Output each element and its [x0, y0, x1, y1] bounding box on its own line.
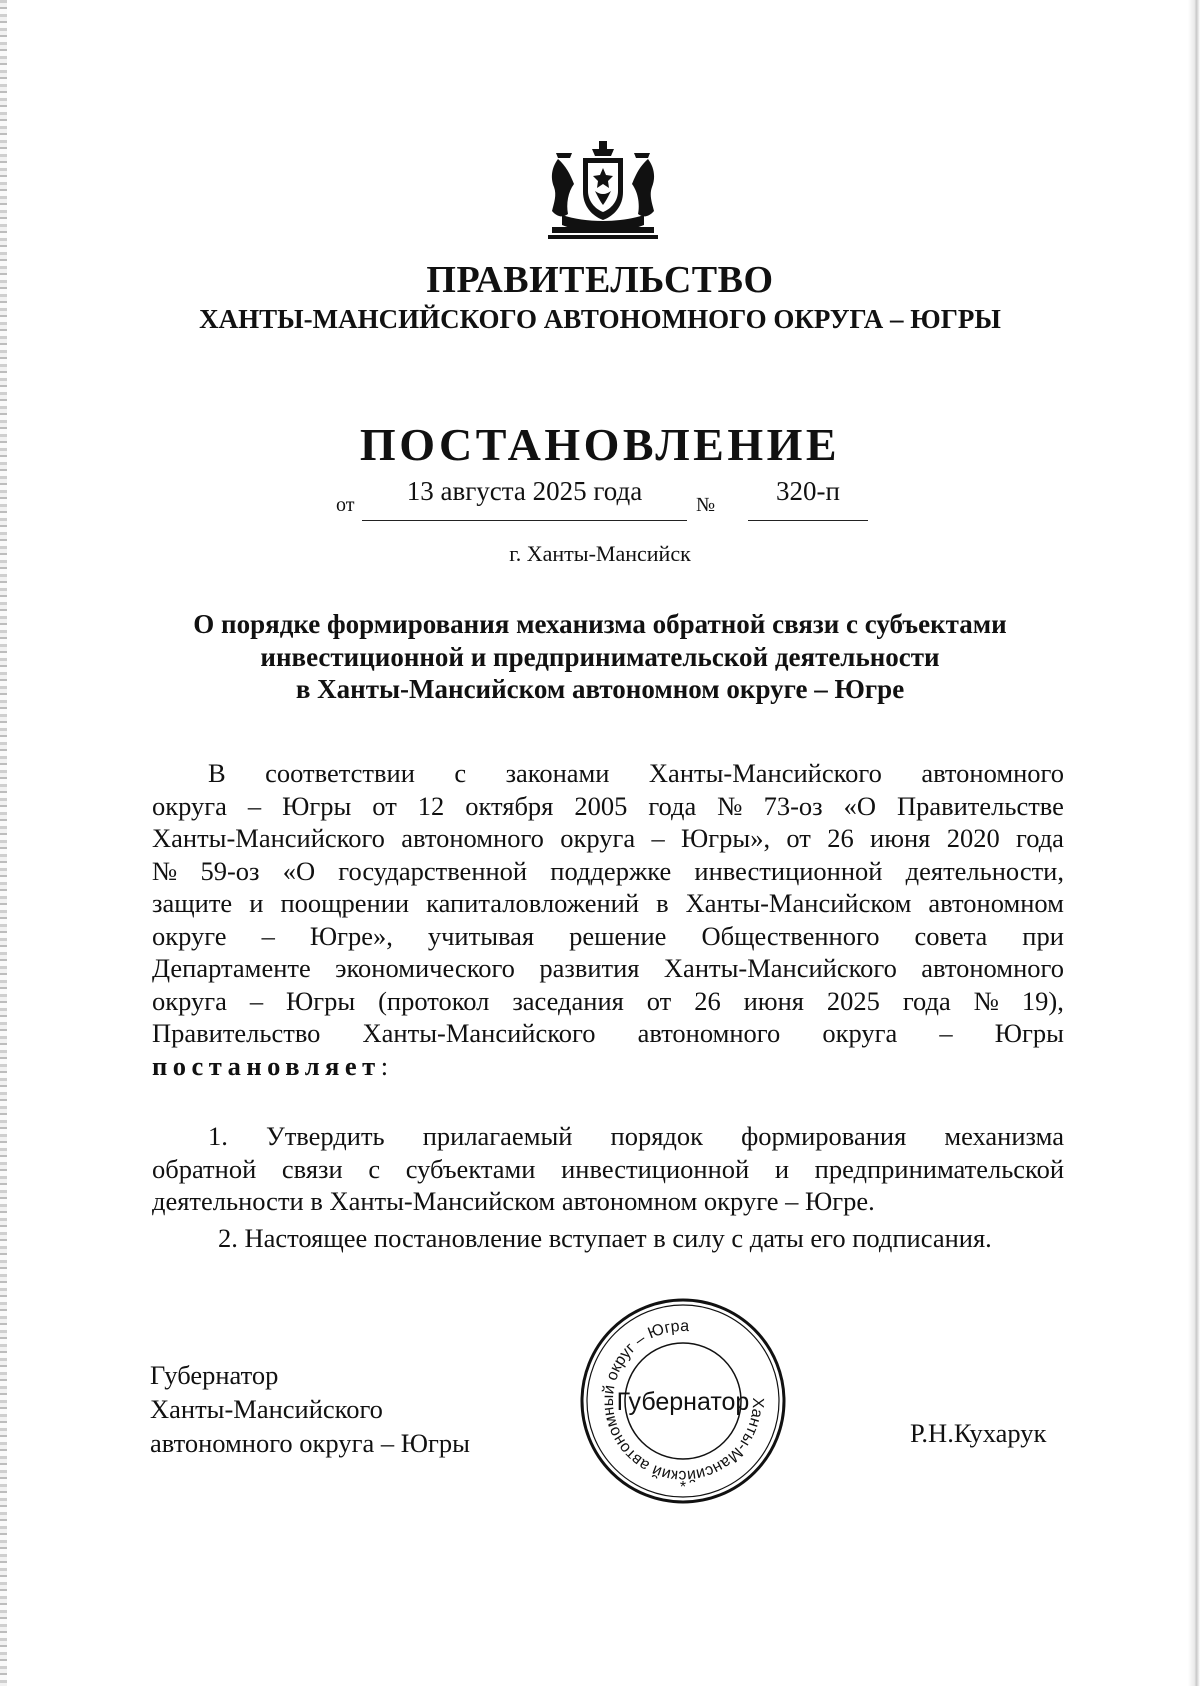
signer-position-line: Губернатор — [150, 1360, 279, 1390]
word: Общественного — [701, 920, 880, 951]
word: 2005 — [574, 790, 628, 821]
heading-line: в Ханты-Мансийском автономном округе – Югре — [295, 674, 905, 704]
word: и — [249, 888, 264, 918]
word: механизма — [944, 1121, 1064, 1151]
word: года — [1016, 823, 1064, 853]
word: «О — [282, 855, 316, 886]
word: 2025 — [826, 985, 880, 1016]
decree-word: постановляет — [152, 1050, 381, 1081]
word: 26 — [827, 823, 854, 853]
word: и — [774, 1153, 790, 1184]
preamble-line — [152, 822, 1064, 855]
document-type: ПОСТАНОВЛЕНИЕ — [359, 419, 841, 470]
city: г. Ханты-Мансийск — [509, 541, 691, 566]
word: законами — [505, 758, 610, 788]
number-label: № — [696, 494, 716, 516]
word: № — [717, 790, 743, 821]
decree-line — [152, 1050, 1064, 1083]
word: автономного — [637, 1018, 781, 1048]
scan-edge-left — [0, 0, 7, 1686]
preamble-line — [152, 790, 1064, 823]
item-2 — [152, 1222, 1064, 1255]
seal-center-text: Губернатор — [616, 1388, 750, 1416]
word: округа — [152, 985, 227, 1016]
word: 73-оз — [763, 790, 823, 821]
word: с — [454, 758, 467, 788]
word: формирования — [741, 1121, 907, 1151]
word: округа — [822, 1018, 898, 1048]
word: автономного — [401, 823, 544, 853]
item-1 — [152, 1120, 1064, 1218]
signer-position — [150, 1358, 470, 1460]
word: капиталовложений — [426, 888, 640, 918]
word: Югры», — [681, 823, 771, 853]
preamble-line — [152, 757, 1064, 790]
government-title: ПРАВИТЕЛЬСТВО — [426, 259, 774, 301]
word: – — [939, 1018, 953, 1048]
word: 26 — [694, 985, 721, 1016]
word: инвестиционной — [561, 1153, 750, 1184]
word: 12 — [417, 790, 445, 821]
official-seal — [578, 1296, 788, 1506]
date-underline — [362, 520, 687, 521]
word: субъектами — [405, 1153, 536, 1184]
word: деятельности, — [905, 855, 1064, 886]
word: обратной — [152, 1153, 257, 1184]
signer-position-line: автономного округа – Югры — [150, 1428, 470, 1458]
word: связи — [281, 1153, 343, 1184]
word: Ханты-Мансийского — [648, 758, 882, 788]
word: порядок — [610, 1121, 703, 1151]
preamble-line — [152, 920, 1064, 953]
word: года — [648, 790, 697, 821]
word: округа — [560, 823, 636, 853]
word: октября — [465, 790, 554, 821]
word: с — [368, 1153, 381, 1184]
word: Югры — [282, 790, 352, 821]
document-heading — [150, 608, 1050, 706]
word: года — [902, 985, 951, 1016]
word: от — [786, 823, 811, 853]
word: 1. — [208, 1121, 228, 1151]
word: № — [152, 855, 178, 886]
word: Югры — [994, 1018, 1064, 1048]
word: Ханты-Мансийском — [685, 888, 912, 918]
word: Югре», — [309, 920, 393, 951]
preamble-line — [152, 985, 1064, 1018]
word: инвестиционной — [694, 855, 883, 886]
word: совета — [914, 920, 988, 951]
decree-colon: : — [380, 1050, 389, 1081]
word: Ханты-Мансийского — [663, 953, 897, 983]
word: автономного — [921, 953, 1064, 983]
word: «О — [843, 790, 876, 821]
word: поддержке — [550, 855, 672, 886]
item-1-line — [152, 1120, 1064, 1153]
preamble-line — [152, 1017, 1064, 1050]
word: Правительство — [152, 1018, 321, 1048]
word: предпринимательской — [814, 1153, 1064, 1184]
date-label: от — [336, 494, 355, 516]
word: № — [973, 985, 999, 1016]
word: от — [372, 790, 397, 821]
signer-name: Р.Н.Кухарук — [910, 1418, 1047, 1448]
government-subtitle: ХАНТЫ-МАНСИЙСКОГО АВТОНОМНОГО ОКРУГА – ЮГРЫ — [199, 304, 1001, 334]
seal-ring-text: Ханты-Мансийский автономный округ – Югра — [599, 1317, 767, 1485]
preamble-line — [152, 855, 1064, 888]
word: государственной — [338, 855, 528, 886]
preamble-line — [152, 952, 1064, 985]
heading-line: О порядке формирования механизма обратной связи с субъектами — [193, 609, 1007, 639]
word: 2020 — [946, 823, 1000, 853]
word: прилагаемый — [422, 1121, 573, 1151]
word: (протокол — [378, 985, 490, 1016]
word: июня — [743, 985, 804, 1016]
heading-line: инвестиционной и предпринимательской деятельности — [260, 641, 940, 672]
word: от — [646, 985, 672, 1016]
word: экономического — [335, 953, 515, 983]
word: Югры — [286, 985, 356, 1016]
word: – — [651, 823, 665, 853]
scan-edge-right — [1188, 0, 1200, 1686]
word: развития — [539, 953, 640, 983]
word: – — [261, 920, 275, 951]
preamble-line — [152, 887, 1064, 920]
word: округе — [152, 920, 227, 951]
word: решение — [569, 920, 667, 951]
word: заседания — [512, 985, 624, 1016]
word: автономном — [928, 888, 1064, 918]
word: соответствии — [265, 758, 415, 788]
word: В — [208, 758, 226, 788]
item-1-line — [152, 1153, 1064, 1186]
word: 59-оз — [200, 855, 260, 886]
item-1-line: деятельности в Ханты-Мансийском автономном округе – Югре. — [152, 1186, 875, 1216]
signer-position-line: Ханты-Мансийского — [150, 1394, 383, 1424]
word: – — [247, 790, 262, 821]
seal-star: * — [679, 1479, 687, 1496]
preamble-paragraph — [152, 757, 1064, 1082]
word: 19), — [1021, 985, 1064, 1016]
date-value: 13 августа 2025 года — [406, 476, 643, 506]
word: автономного — [921, 758, 1064, 788]
word: – — [249, 985, 264, 1016]
coat-of-arms-icon — [548, 141, 658, 241]
word: Правительстве — [896, 790, 1064, 821]
word: Утвердить — [265, 1121, 385, 1151]
word: Департаменте — [152, 953, 311, 983]
word: в — [656, 888, 669, 918]
word: учитывая — [427, 920, 535, 951]
word: защите — [152, 888, 233, 918]
word: Ханты-Мансийского — [362, 1018, 596, 1048]
number-underline — [748, 520, 868, 521]
number-value: 320-п — [776, 476, 840, 506]
word: при — [1022, 920, 1064, 951]
word: поощрении — [280, 888, 410, 918]
item-2-line: 2. Настоящее постановление вступает в силу с даты его подписания. — [218, 1223, 992, 1253]
word: округа — [152, 790, 227, 821]
word: июня — [870, 823, 931, 853]
word: Ханты-Мансийского — [152, 823, 385, 853]
